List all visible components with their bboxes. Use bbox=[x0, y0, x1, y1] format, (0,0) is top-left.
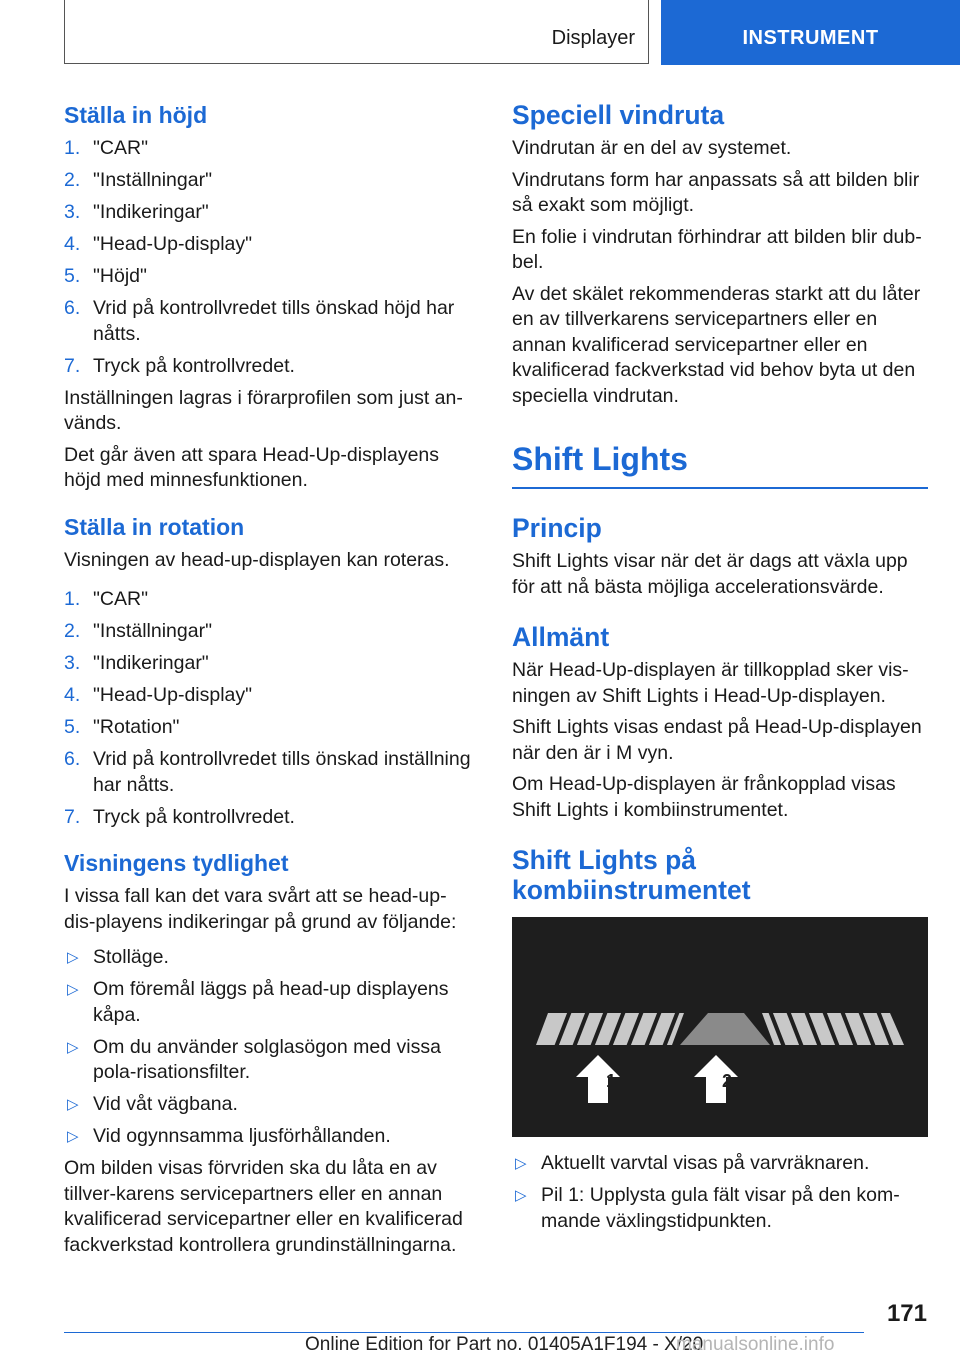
step-number: 1. bbox=[64, 588, 81, 610]
step-text: "Höjd" bbox=[93, 265, 147, 287]
step-number: 4. bbox=[64, 233, 81, 255]
section-title: Displayer bbox=[551, 27, 635, 49]
paragraph: Shift Lights visas endast på Head-Up-displayen när den är i M vyn. bbox=[512, 716, 922, 764]
step-text: Tryck på kontrollvredet. bbox=[93, 354, 295, 377]
paragraph: Om Head-Up-displayen är frånkopplad visas Shift Lights i kombiinstrumentet. bbox=[512, 773, 896, 821]
bullet-text: Pil 1: Upplysta gula fält visar på den kom-mande växlingstidpunkten. bbox=[541, 1184, 900, 1232]
heading-visibility: Visningens tydlighet bbox=[64, 850, 289, 876]
arrow-label-2: 2 bbox=[722, 1071, 733, 1091]
heading-shift-lights: Shift Lights bbox=[512, 439, 928, 489]
paragraph: När Head-Up-displayen är tillkopplad sker vis-ningen av Shift Lights i Head-Up-displayen. bbox=[512, 659, 909, 707]
paragraph: Visningen av head-up-displayen kan roteras. bbox=[64, 548, 450, 571]
step-item bbox=[64, 264, 476, 290]
step-item bbox=[64, 232, 476, 258]
footer-rule bbox=[64, 1332, 864, 1333]
bullet-item bbox=[512, 1183, 928, 1234]
right-column bbox=[512, 100, 928, 1241]
step-number: 3. bbox=[64, 201, 81, 223]
step-item bbox=[64, 715, 476, 741]
step-text: Vrid på kontrollvredet tills önskad höjd har nåtts. bbox=[93, 297, 455, 345]
page-number: 171 bbox=[886, 1300, 927, 1327]
step-number: 7. bbox=[64, 354, 81, 377]
bullet-item bbox=[64, 1035, 476, 1086]
bullet-item bbox=[64, 977, 476, 1028]
step-text: "Inställningar" bbox=[93, 169, 212, 191]
step-item bbox=[64, 587, 476, 613]
footer-text: Online Edition for Part no. 01405A1F194 - X/20 bbox=[305, 1334, 704, 1355]
heading-set-height: Ställa in höjd bbox=[64, 102, 208, 128]
shift-lights-bullets bbox=[512, 1151, 928, 1234]
step-number: 6. bbox=[64, 748, 81, 770]
step-text: "CAR" bbox=[93, 137, 149, 159]
bullet-text: Aktuellt varvtal visas på varvräknaren. bbox=[541, 1152, 870, 1174]
heading-shift-lights-cluster: Shift Lights på kombiinstrumentet bbox=[512, 845, 751, 905]
paragraph: En folie i vindrutan förhindrar att bilden blir dub-bel. bbox=[512, 225, 922, 273]
heading-general: Allmänt bbox=[512, 622, 610, 652]
step-text: Vrid på kontrollvredet tills önskad inställning har nåtts. bbox=[93, 748, 471, 796]
step-number: 3. bbox=[64, 652, 81, 674]
step-item bbox=[64, 683, 476, 709]
triangle-bullet-icon: ▷ bbox=[515, 1187, 527, 1204]
triangle-bullet-icon: ▷ bbox=[67, 1038, 79, 1056]
step-number: 5. bbox=[64, 265, 81, 287]
step-number: 7. bbox=[64, 805, 81, 828]
step-item bbox=[64, 168, 476, 194]
step-number: 2. bbox=[64, 169, 81, 191]
step-text: "Head-Up-display" bbox=[93, 684, 253, 706]
chapter-tab[interactable]: INSTRUMENT bbox=[661, 0, 960, 65]
paragraph: Inställningen lagras i förarprofilen som just an-vänds. bbox=[64, 386, 463, 434]
step-item bbox=[64, 200, 476, 226]
step-item bbox=[64, 354, 476, 380]
bullet-text: Om du använder solglasögon med vissa pola-risationsfilter. bbox=[93, 1035, 441, 1083]
step-text: "Indikeringar" bbox=[93, 201, 209, 223]
footer-watermark: manualsonline.info bbox=[676, 1334, 835, 1355]
triangle-bullet-icon: ▷ bbox=[67, 981, 79, 998]
step-text: "Head-Up-display" bbox=[93, 233, 253, 255]
paragraph: Vindrutan är en del av systemet. bbox=[512, 137, 792, 159]
arrow-label-1: 1 bbox=[606, 1071, 617, 1091]
step-number: 5. bbox=[64, 716, 81, 738]
step-text: "Indikeringar" bbox=[93, 652, 209, 674]
step-text: "Rotation" bbox=[93, 716, 180, 738]
bullet-item bbox=[64, 945, 476, 971]
step-number: 6. bbox=[64, 297, 81, 319]
triangle-bullet-icon: ▷ bbox=[515, 1155, 527, 1172]
paragraph: Det går även att spara Head-Up-displayens höjd med minnesfunktionen. bbox=[64, 443, 440, 491]
paragraph: Shift Lights visar när det är dags att växla upp för att nå bästa möjliga accelerationsvärde. bbox=[512, 550, 908, 598]
bullet-item bbox=[512, 1151, 928, 1177]
triangle-bullet-icon: ▷ bbox=[67, 949, 79, 966]
left-column bbox=[64, 100, 476, 1264]
step-text: "Inställningar" bbox=[93, 620, 212, 642]
triangle-bullet-icon: ▷ bbox=[67, 1128, 79, 1145]
bullet-text: Om föremål läggs på head-up displayens kåpa. bbox=[93, 978, 449, 1026]
heading-special-windshield: Speciell vindruta bbox=[512, 100, 725, 130]
paragraph: Av det skälet rekommenderas starkt att du låter en av tillverkarens servicepartners eller en annan kvalificerad servicepartner eller en kvalificerad fackverkstad vid behov byta ut den speciella vindrutan. bbox=[512, 282, 921, 407]
step-item bbox=[64, 651, 476, 677]
step-number: 1. bbox=[64, 137, 81, 159]
step-item bbox=[64, 136, 476, 162]
step-item bbox=[64, 296, 476, 347]
paragraph: I vissa fall kan det vara svårt att se head-up-dis-playens indikeringar på grund av följande: bbox=[64, 885, 457, 933]
heading-set-rotation: Ställa in rotation bbox=[64, 513, 245, 540]
step-text: Tryck på kontrollvredet. bbox=[93, 805, 295, 828]
step-text: "CAR" bbox=[93, 588, 149, 610]
visibility-bullets bbox=[64, 945, 476, 1150]
paragraph: Om bilden visas förvriden ska du låta en av tillver-karens servicepartners eller en annan kvalificerad servicepartner eller en kvalificerad fackverkstad kontrollera grundinställningarna. bbox=[64, 1157, 463, 1256]
step-item bbox=[64, 619, 476, 645]
shift-lights-illustration bbox=[512, 917, 928, 1137]
heading-principle: Princip bbox=[512, 513, 602, 543]
triangle-bullet-icon: ▷ bbox=[67, 1096, 79, 1113]
bullet-item bbox=[64, 1092, 476, 1118]
steps-height bbox=[64, 136, 476, 379]
step-item bbox=[64, 747, 476, 798]
bullet-text: Vid våt vägbana. bbox=[93, 1093, 238, 1115]
bullet-text: Vid ogynnsamma ljusförhållanden. bbox=[93, 1125, 391, 1147]
paragraph: Vindrutans form har anpassats så att bilden blir så exakt som möjligt. bbox=[512, 168, 920, 216]
steps-rotation bbox=[64, 587, 476, 830]
bullet-text: Stolläge. bbox=[93, 946, 169, 968]
bullet-item bbox=[64, 1124, 476, 1150]
step-number: 2. bbox=[64, 620, 81, 642]
step-item bbox=[64, 805, 476, 831]
step-number: 4. bbox=[64, 684, 81, 706]
